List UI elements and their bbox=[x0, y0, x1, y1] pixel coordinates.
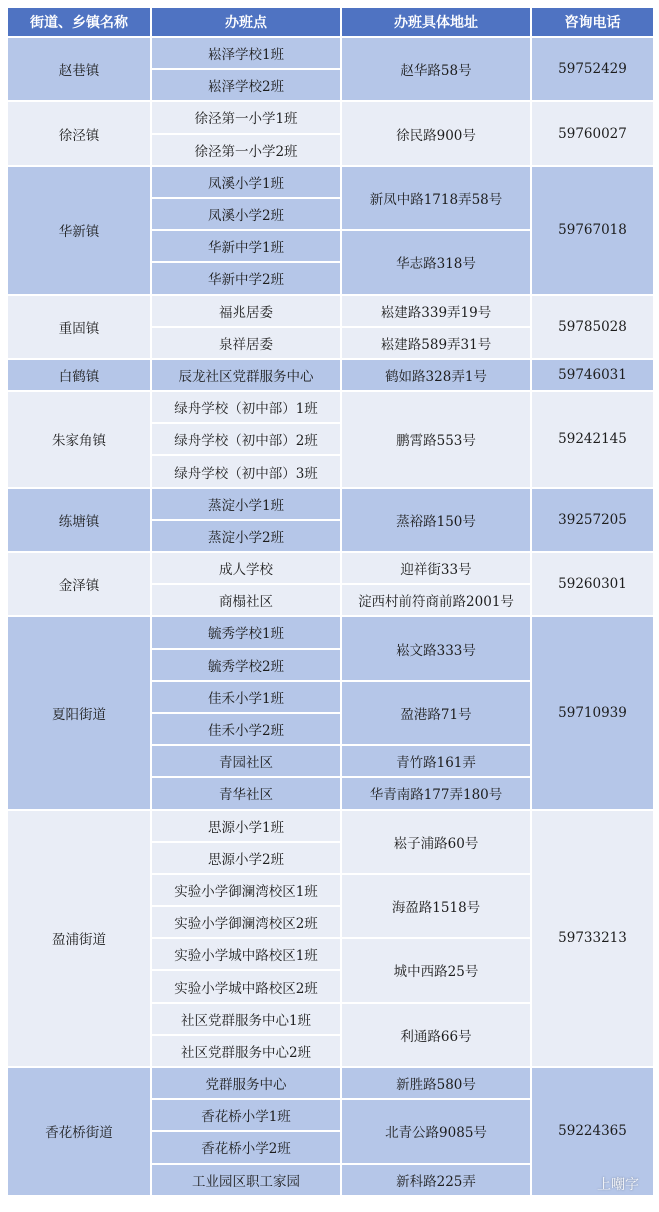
site-cell: 绿舟学校（初中部）2班 bbox=[151, 423, 341, 455]
address-cell: 海盈路1518号 bbox=[341, 874, 531, 938]
table-row bbox=[7, 552, 654, 584]
site-cell: 绿舟学校（初中部）1班 bbox=[151, 391, 341, 423]
site-cell: 绿舟学校（初中部）3班 bbox=[151, 455, 341, 487]
address-cell: 崧建路589弄31号 bbox=[341, 327, 531, 359]
address-cell: 蒸裕路150号 bbox=[341, 488, 531, 552]
site-cell: 毓秀学校1班 bbox=[151, 616, 341, 648]
site-cell: 党群服务中心 bbox=[151, 1067, 341, 1099]
address-cell: 崧子浦路60号 bbox=[341, 810, 531, 874]
address-cell: 崧建路339弄19号 bbox=[341, 295, 531, 327]
site-cell: 工业园区职工家园 bbox=[151, 1164, 341, 1196]
town-cell: 夏阳街道 bbox=[7, 616, 151, 809]
table-row bbox=[7, 488, 654, 520]
address-cell: 鹤如路328弄1号 bbox=[341, 359, 531, 391]
site-cell: 社区党群服务中心2班 bbox=[151, 1035, 341, 1067]
table-row bbox=[7, 810, 654, 842]
town-cell: 白鹤镇 bbox=[7, 359, 151, 391]
site-cell: 佳禾小学2班 bbox=[151, 713, 341, 745]
site-cell: 泉祥居委 bbox=[151, 327, 341, 359]
town-cell: 金泽镇 bbox=[7, 552, 151, 616]
phone-cell: 59767018 bbox=[531, 166, 654, 295]
site-cell: 华新中学2班 bbox=[151, 262, 341, 294]
phone-cell: 59242145 bbox=[531, 391, 654, 488]
address-cell: 新胜路580号 bbox=[341, 1067, 531, 1099]
address-cell: 华青南路177弄180号 bbox=[341, 777, 531, 809]
site-cell: 凤溪小学1班 bbox=[151, 166, 341, 198]
header-town: 街道、乡镇名称 bbox=[7, 7, 151, 37]
phone-cell: 59733213 bbox=[531, 810, 654, 1068]
site-cell: 徐泾第一小学1班 bbox=[151, 101, 341, 133]
address-cell: 新凤中路1718弄58号 bbox=[341, 166, 531, 230]
table-row bbox=[7, 101, 654, 133]
site-cell: 商榻社区 bbox=[151, 584, 341, 616]
address-cell: 青竹路161弄 bbox=[341, 745, 531, 777]
town-cell: 华新镇 bbox=[7, 166, 151, 295]
town-cell: 盈浦街道 bbox=[7, 810, 151, 1068]
table-row bbox=[7, 37, 654, 69]
address-cell: 利通路66号 bbox=[341, 1003, 531, 1067]
site-cell: 崧泽学校1班 bbox=[151, 37, 341, 69]
site-cell: 青园社区 bbox=[151, 745, 341, 777]
site-cell: 凤溪小学2班 bbox=[151, 198, 341, 230]
address-cell: 鹏霄路553号 bbox=[341, 391, 531, 488]
table-row bbox=[7, 166, 654, 198]
address-cell: 北青公路9085号 bbox=[341, 1099, 531, 1163]
site-cell: 成人学校 bbox=[151, 552, 341, 584]
site-cell: 福兆居委 bbox=[151, 295, 341, 327]
site-cell: 蒸淀小学1班 bbox=[151, 488, 341, 520]
address-cell: 盈港路71号 bbox=[341, 681, 531, 745]
header-phone: 咨询电话 bbox=[531, 7, 654, 37]
header-row bbox=[7, 7, 654, 37]
site-cell: 青华社区 bbox=[151, 777, 341, 809]
table-row bbox=[7, 391, 654, 423]
site-cell: 佳禾小学1班 bbox=[151, 681, 341, 713]
site-cell: 实验小学城中路校区2班 bbox=[151, 970, 341, 1002]
site-cell: 毓秀学校2班 bbox=[151, 649, 341, 681]
town-cell: 朱家角镇 bbox=[7, 391, 151, 488]
address-cell: 崧文路333号 bbox=[341, 616, 531, 680]
site-cell: 思源小学1班 bbox=[151, 810, 341, 842]
phone-cell: 59746031 bbox=[531, 359, 654, 391]
site-cell: 社区党群服务中心1班 bbox=[151, 1003, 341, 1035]
phone-cell: 59752429 bbox=[531, 37, 654, 101]
site-cell: 香花桥小学1班 bbox=[151, 1099, 341, 1131]
address-cell: 淀西村前符商前路2001号 bbox=[341, 584, 531, 616]
town-cell: 重固镇 bbox=[7, 295, 151, 359]
phone-cell: 59760027 bbox=[531, 101, 654, 165]
town-cell: 赵巷镇 bbox=[7, 37, 151, 101]
site-cell: 思源小学2班 bbox=[151, 842, 341, 874]
table-row bbox=[7, 616, 654, 648]
table-row bbox=[7, 1067, 654, 1099]
address-cell: 城中西路25号 bbox=[341, 938, 531, 1002]
town-cell: 徐泾镇 bbox=[7, 101, 151, 165]
table-row bbox=[7, 295, 654, 327]
address-cell: 迎祥街33号 bbox=[341, 552, 531, 584]
phone-cell: 59224365 bbox=[531, 1067, 654, 1196]
watermark-text: 上嘲字 bbox=[597, 1177, 639, 1193]
header-site: 办班点 bbox=[151, 7, 341, 37]
town-cell: 香花桥街道 bbox=[7, 1067, 151, 1196]
schedule-table-container bbox=[6, 6, 653, 1197]
site-cell: 实验小学御澜湾校区2班 bbox=[151, 906, 341, 938]
phone-cell: 59785028 bbox=[531, 295, 654, 359]
address-cell: 华志路318号 bbox=[341, 230, 531, 294]
site-cell: 崧泽学校2班 bbox=[151, 69, 341, 101]
table-body bbox=[7, 37, 654, 1196]
address-cell: 徐民路900号 bbox=[341, 101, 531, 165]
site-cell: 华新中学1班 bbox=[151, 230, 341, 262]
site-cell: 实验小学城中路校区1班 bbox=[151, 938, 341, 970]
address-cell: 新科路225弄 bbox=[341, 1164, 531, 1196]
table-row bbox=[7, 359, 654, 391]
phone-cell: 59260301 bbox=[531, 552, 654, 616]
phone-cell: 59710939 bbox=[531, 616, 654, 809]
schedule-table bbox=[6, 6, 655, 1197]
header-address: 办班具体地址 bbox=[341, 7, 531, 37]
town-cell: 练塘镇 bbox=[7, 488, 151, 552]
phone-cell: 39257205 bbox=[531, 488, 654, 552]
site-cell: 香花桥小学2班 bbox=[151, 1131, 341, 1163]
site-cell: 徐泾第一小学2班 bbox=[151, 134, 341, 166]
site-cell: 实验小学御澜湾校区1班 bbox=[151, 874, 341, 906]
address-cell: 赵华路58号 bbox=[341, 37, 531, 101]
site-cell: 辰龙社区党群服务中心 bbox=[151, 359, 341, 391]
site-cell: 蒸淀小学2班 bbox=[151, 520, 341, 552]
table-header bbox=[7, 7, 654, 37]
